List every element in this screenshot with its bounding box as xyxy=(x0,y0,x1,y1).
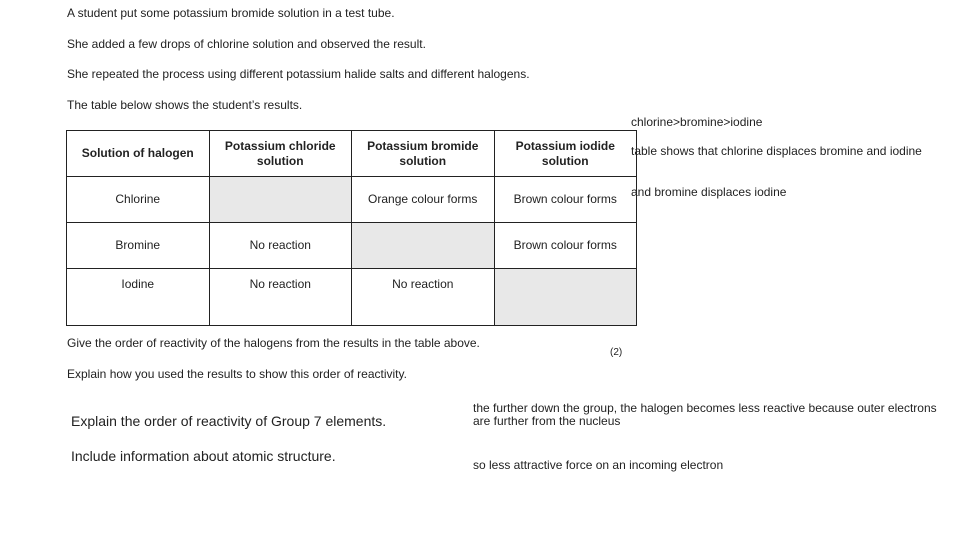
table-cell: Brown colour forms xyxy=(494,223,637,269)
question-line-3: She repeated the process using different potassium halide salts and different halogens. xyxy=(67,67,530,81)
table-cell: Chlorine xyxy=(67,177,210,223)
table-cell-shaded xyxy=(352,223,495,269)
table-header-cell: Potassium chloride solution xyxy=(209,131,352,177)
table-header-cell: Potassium iodide solution xyxy=(494,131,637,177)
question-line-2: She added a few drops of chlorine solution and observed the result. xyxy=(67,37,426,51)
group7-answer-2: so less attractive force on an incoming electron xyxy=(473,458,724,472)
marks-label: (2) xyxy=(610,347,623,358)
answer-reason-1: table shows that chlorine displaces bromine and iodine xyxy=(631,144,922,158)
table-cell: Bromine xyxy=(67,223,210,269)
table-header-cell: Solution of halogen xyxy=(67,131,210,177)
table-cell: No reaction xyxy=(209,269,352,326)
answer-reason-2: and bromine displaces iodine xyxy=(631,185,787,199)
group7-prompt-1: Explain the order of reactivity of Group 7 elements. xyxy=(71,413,387,429)
question-line-1: A student put some potassium bromide solution in a test tube. xyxy=(67,6,395,20)
group7-prompt-2: Include information about atomic structure. xyxy=(71,448,336,464)
table-cell: Brown colour forms xyxy=(494,177,637,223)
table-cell: Orange colour forms xyxy=(352,177,495,223)
group7-answer-1: the further down the group, the halogen becomes less reactive because outer electrons are further from the nucleus xyxy=(473,401,937,428)
table-cell: Iodine xyxy=(67,269,210,326)
results-table xyxy=(66,130,637,326)
table-header-row xyxy=(67,131,637,177)
table-row xyxy=(67,177,637,223)
table-cell-shaded xyxy=(209,177,352,223)
table-cell-shaded xyxy=(494,269,637,326)
table-row xyxy=(67,269,637,326)
table-row xyxy=(67,223,637,269)
table-cell: No reaction xyxy=(209,223,352,269)
table-header-cell: Potassium bromide solution xyxy=(352,131,495,177)
table-cell: No reaction xyxy=(352,269,495,326)
question-line-4: The table below shows the student’s results. xyxy=(67,98,303,112)
explain-how-prompt: Explain how you used the results to show this order of reactivity. xyxy=(67,367,407,381)
answer-order: chlorine>bromine>iodine xyxy=(631,115,763,129)
give-order-prompt: Give the order of reactivity of the halogens from the results in the table above. xyxy=(67,336,480,350)
